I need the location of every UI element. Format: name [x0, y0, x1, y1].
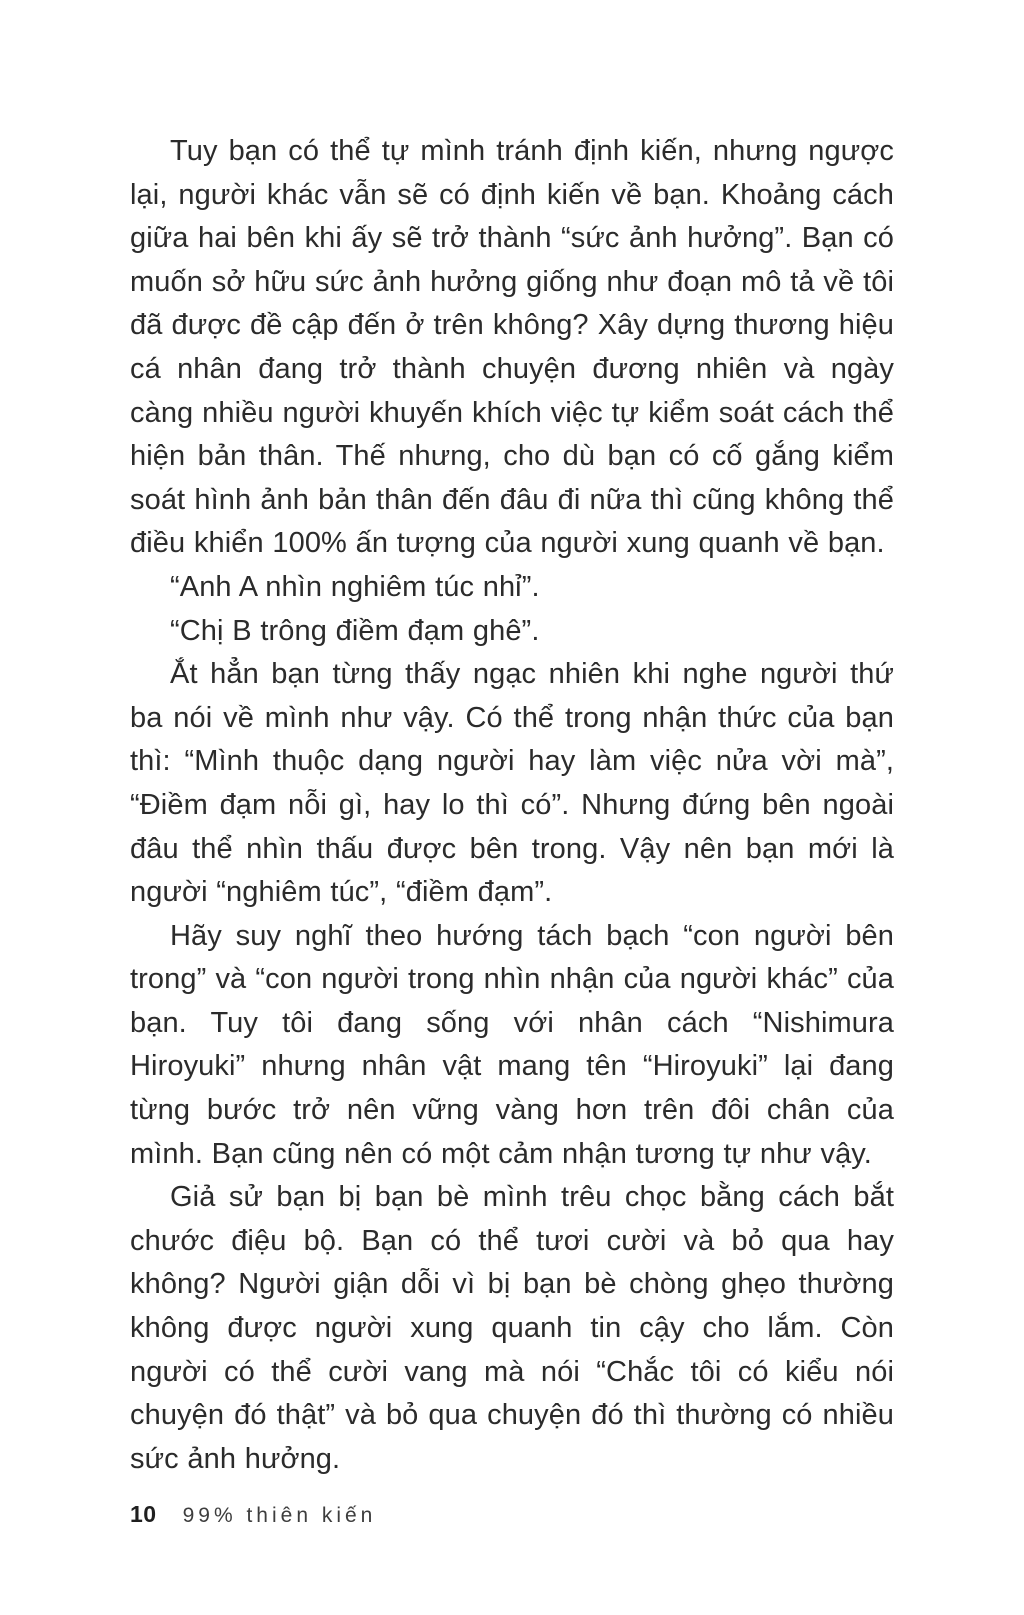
paragraph: Hãy suy nghĩ theo hướng tách bạch “con người bên trong” và “con người trong nhìn nhận của người khác” của bạn. Tuy tôi đang sống với nhân cách “Nishimura Hiroyuki” nhưng nhân vật mang tên “Hiroyuki” lại đang từng bước trở nên vững vàng hơn trên đôi chân của mình. Bạn cũng nên có một cảm nhận tương tự như vậy.	[130, 919, 894, 1170]
paragraph: Ắt hẳn bạn từng thấy ngạc nhiên khi nghe người thứ ba nói về mình như vậy. Có thể trong nhận thức của bạn thì: “Mình thuộc dạng người hay làm việc nửa vời mà”, “Điềm đạm nỗi gì, hay lo thì có”. Nhưng đứng bên ngoài đâu thể nhìn thấu được bên trong. Vậy nên bạn mới là người “nghiêm túc”, “điềm đạm”.	[130, 658, 894, 909]
paragraph: Giả sử bạn bị bạn bè mình trêu chọc bằng cách bắt chước điệu bộ. Bạn có thể tươi cười và bỏ qua hay không? Người giận dỗi vì bị bạn bè chòng ghẹo thường không được người xung quanh tin cậy cho lắm. Còn người có thể cười vang mà nói “Chắc tôi có kiểu nói chuyện đó thật” và bỏ qua chuyện đó thì thường có nhiều sức ảnh hưởng.	[130, 1181, 894, 1475]
paragraph: Tuy bạn có thể tự mình tránh định kiến, nhưng ngược lại, người khác vẫn sẽ có định kiến về bạn. Khoảng cách giữa hai bên khi ấy sẽ trở thành “sức ảnh hưởng”. Bạn có muốn sở hữu sức ảnh hưởng giống như đoạn mô tả về tôi đã được đề cập đến ở trên không? Xây dựng thương hiệu cá nhân đang trở thành chuyện đương nhiên và ngày càng nhiều người khuyến khích việc tự kiểm soát cách thể hiện bản thân. Thế nhưng, cho dù bạn có cố gắng kiểm soát hình ảnh bản thân đến đâu đi nữa thì cũng không thể điều khiển 100% ấn tượng của người xung quanh về bạn.	[130, 135, 894, 560]
page-footer	[130, 1501, 376, 1528]
paragraph: “Anh A nhìn nghiêm túc nhỉ”.	[170, 570, 540, 603]
page-number: 10	[130, 1501, 157, 1527]
paragraph: “Chị B trông điềm đạm ghê”.	[170, 614, 540, 647]
page-body-text	[130, 130, 894, 1481]
running-footer-book-title: 99% thiên kiến	[182, 1504, 377, 1527]
